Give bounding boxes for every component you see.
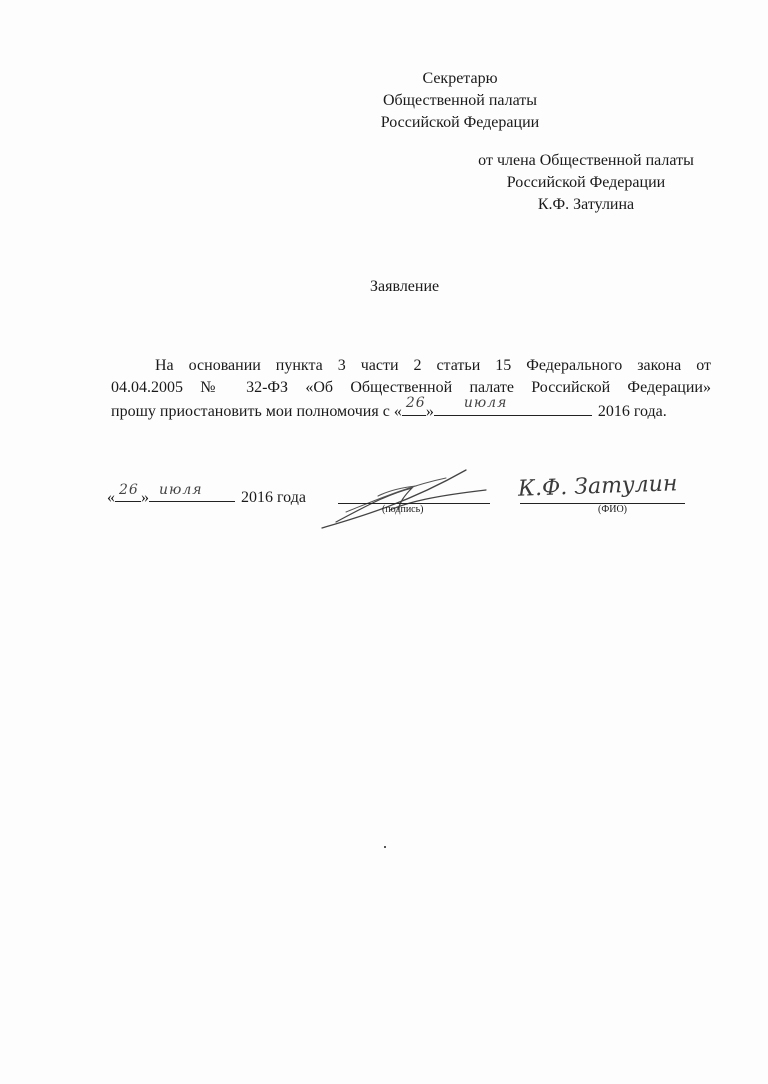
- handwritten-signature: [316, 466, 491, 536]
- sender-line: от члена Общественной палаты: [478, 152, 694, 169]
- addressee-block: [340, 68, 580, 134]
- close-quote: »: [141, 489, 149, 506]
- sender-name: К.Ф. Затулина: [537, 196, 635, 213]
- open-quote: «: [107, 489, 115, 506]
- handwritten-fio: К.Ф. Затулин: [517, 471, 678, 502]
- date-day-blank: [115, 482, 141, 502]
- scan-speck: [384, 846, 386, 848]
- fio-caption: (ФИО): [598, 504, 628, 515]
- sender-line: Российской Федерации: [506, 174, 666, 191]
- addressee-line: Секретарю: [422, 70, 498, 87]
- statement-body: [111, 355, 711, 423]
- day-blank: [402, 395, 426, 416]
- quote-close: »: [425, 403, 434, 420]
- document-title: Заявление: [370, 278, 440, 295]
- date-row: [107, 482, 306, 508]
- addressee-line: Общественной палаты: [382, 92, 538, 109]
- handwritten-day: 26: [405, 395, 426, 411]
- body-line: [111, 395, 711, 423]
- signature-caption: (подпись): [382, 504, 424, 515]
- body-line-prefix: прошу приостановить мои полномочия с «: [111, 403, 402, 420]
- sender-block: [436, 150, 736, 216]
- body-line: 04.04.2005 № 32-ФЗ «Об Общественной палате Российской Федерации»: [111, 379, 711, 396]
- body-line: На основании пункта 3 части 2 статьи 15 Федерального закона от: [155, 357, 711, 374]
- date-month-blank: [149, 482, 235, 502]
- handwritten-month: июля: [463, 395, 508, 411]
- date-year-text: 2016 года: [241, 489, 306, 506]
- month-blank: [434, 395, 592, 416]
- year-text: 2016 года.: [597, 403, 667, 420]
- handwritten-day: 26: [119, 482, 139, 498]
- addressee-line: Российской Федерации: [380, 114, 540, 131]
- handwritten-month: июля: [159, 482, 203, 498]
